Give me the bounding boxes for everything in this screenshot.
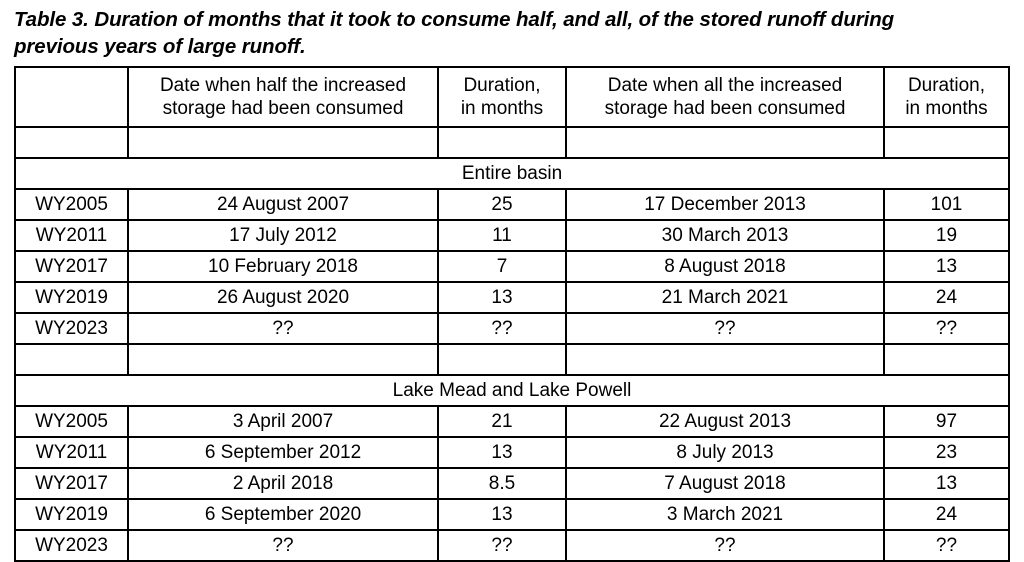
cell-all-date: 8 July 2013 — [566, 437, 884, 468]
section-title-entire-basin: Entire basin — [15, 158, 1009, 189]
cell-all-date: 7 August 2018 — [566, 468, 884, 499]
cell-half-months: ?? — [438, 530, 566, 561]
spacer-cell — [884, 344, 1009, 375]
header-all-duration-line2: in months — [905, 98, 988, 120]
table-row — [15, 251, 1009, 282]
cell-half-months: 21 — [438, 406, 566, 437]
table-spacer-row-1 — [15, 127, 1009, 158]
row-year: WY2005 — [15, 189, 128, 220]
cell-half-months: 13 — [438, 499, 566, 530]
cell-half-date: 6 September 2012 — [128, 437, 438, 468]
header-cell-half-duration — [438, 67, 566, 127]
cell-half-date: ?? — [128, 530, 438, 561]
cell-half-months: 25 — [438, 189, 566, 220]
table-row — [15, 530, 1009, 561]
header-cell-all-date — [566, 67, 884, 127]
spacer-cell — [438, 127, 566, 158]
header-cell-all-duration — [884, 67, 1009, 127]
spacer-cell — [438, 344, 566, 375]
spacer-cell — [884, 127, 1009, 158]
cell-all-date: ?? — [566, 530, 884, 561]
cell-all-date: 3 March 2021 — [566, 499, 884, 530]
cell-all-date: 22 August 2013 — [566, 406, 884, 437]
table-header-row — [15, 67, 1009, 127]
cell-all-months: 24 — [884, 499, 1009, 530]
cell-half-months: 7 — [438, 251, 566, 282]
table-row — [15, 189, 1009, 220]
cell-all-date: ?? — [566, 313, 884, 344]
cell-all-months: 13 — [884, 251, 1009, 282]
cell-half-date: 6 September 2020 — [128, 499, 438, 530]
cell-all-date: 30 March 2013 — [566, 220, 884, 251]
row-year: WY2023 — [15, 313, 128, 344]
section-header-row-lake-mead-powell — [15, 375, 1009, 406]
cell-half-date: 26 August 2020 — [128, 282, 438, 313]
cell-all-months: 101 — [884, 189, 1009, 220]
cell-half-months: 13 — [438, 437, 566, 468]
table-row — [15, 220, 1009, 251]
cell-all-date: 21 March 2021 — [566, 282, 884, 313]
row-year: WY2019 — [15, 499, 128, 530]
header-half-date-line1: Date when half the increased — [159, 74, 407, 96]
cell-half-date: ?? — [128, 313, 438, 344]
table-row — [15, 499, 1009, 530]
spacer-cell — [15, 127, 128, 158]
row-year: WY2019 — [15, 282, 128, 313]
cell-half-months: ?? — [438, 313, 566, 344]
header-half-duration-line2: in months — [460, 98, 544, 120]
cell-all-months: ?? — [884, 530, 1009, 561]
cell-half-months: 13 — [438, 282, 566, 313]
header-all-date-line2: storage had been consumed — [604, 98, 846, 120]
cell-all-months: 13 — [884, 468, 1009, 499]
cell-all-months: 19 — [884, 220, 1009, 251]
cell-all-date: 17 December 2013 — [566, 189, 884, 220]
row-year: WY2005 — [15, 406, 128, 437]
table-row — [15, 313, 1009, 344]
cell-half-date: 10 February 2018 — [128, 251, 438, 282]
header-half-date-line2: storage had been consumed — [162, 98, 404, 120]
cell-half-months: 11 — [438, 220, 566, 251]
spacer-cell — [566, 127, 884, 158]
table-spacer-row-2 — [15, 344, 1009, 375]
cell-all-months: 97 — [884, 406, 1009, 437]
header-cell-corner — [15, 67, 128, 127]
header-all-date-line1: Date when all the increased — [607, 74, 843, 96]
row-year: WY2017 — [15, 468, 128, 499]
cell-half-months: 8.5 — [438, 468, 566, 499]
cell-all-months: ?? — [884, 313, 1009, 344]
header-all-duration-line1: Duration, — [907, 74, 986, 96]
spacer-cell — [128, 344, 438, 375]
spacer-cell — [128, 127, 438, 158]
row-year: WY2011 — [15, 437, 128, 468]
table-row — [15, 282, 1009, 313]
row-year: WY2023 — [15, 530, 128, 561]
cell-all-months: 23 — [884, 437, 1009, 468]
cell-all-months: 24 — [884, 282, 1009, 313]
spacer-cell — [15, 344, 128, 375]
cell-all-date: 8 August 2018 — [566, 251, 884, 282]
table-3 — [14, 66, 1010, 562]
cell-half-date: 17 July 2012 — [128, 220, 438, 251]
spacer-cell — [566, 344, 884, 375]
cell-half-date: 2 April 2018 — [128, 468, 438, 499]
section-header-row-entire-basin — [15, 158, 1009, 189]
cell-half-date: 3 April 2007 — [128, 406, 438, 437]
row-year: WY2017 — [15, 251, 128, 282]
table-caption: Table 3. Duration of months that it took to consume half, and all, of the stored runoff during previous years of large runoff. — [14, 8, 895, 59]
section-title-lake-mead-powell: Lake Mead and Lake Powell — [15, 375, 1009, 406]
table-row — [15, 437, 1009, 468]
table-row — [15, 406, 1009, 437]
header-half-duration-line1: Duration, — [463, 74, 541, 96]
row-year: WY2011 — [15, 220, 128, 251]
cell-half-date: 24 August 2007 — [128, 189, 438, 220]
header-cell-half-date — [128, 67, 438, 127]
table-row — [15, 468, 1009, 499]
